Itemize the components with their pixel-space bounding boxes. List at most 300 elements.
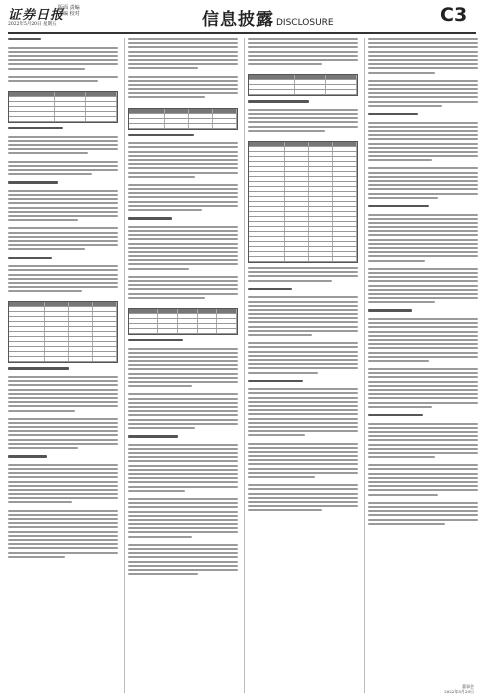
text-line xyxy=(8,556,65,558)
text-line xyxy=(8,290,82,292)
text-line xyxy=(128,67,198,69)
text-line xyxy=(248,472,358,474)
text-line xyxy=(128,163,238,165)
text-line xyxy=(128,552,238,554)
text-line xyxy=(368,176,478,178)
text-line xyxy=(248,296,358,298)
text-line xyxy=(128,356,238,358)
text-line xyxy=(248,413,358,415)
text-line xyxy=(368,151,478,153)
text-line xyxy=(248,55,358,57)
text-line xyxy=(8,397,118,399)
text-line xyxy=(128,427,195,429)
text-line xyxy=(368,126,478,128)
text-line xyxy=(8,522,118,524)
text-line xyxy=(8,439,118,441)
text-line xyxy=(368,96,478,98)
text-line xyxy=(128,92,238,94)
text-line xyxy=(128,544,238,546)
text-line xyxy=(128,38,238,40)
text-line xyxy=(248,51,358,53)
text-line xyxy=(8,248,85,250)
text-line xyxy=(128,176,195,178)
text-line xyxy=(368,159,432,161)
text-line xyxy=(368,376,478,378)
text-line xyxy=(128,76,238,78)
text-line xyxy=(368,226,478,228)
text-line xyxy=(128,423,238,425)
text-line xyxy=(368,431,478,433)
text-line xyxy=(248,505,358,507)
text-line xyxy=(368,260,425,262)
text-line xyxy=(128,519,238,521)
column-1 xyxy=(8,38,118,693)
text-line xyxy=(368,92,478,94)
text-line xyxy=(128,414,238,416)
text-line xyxy=(128,339,183,341)
text-line xyxy=(128,255,238,257)
text-line xyxy=(8,227,118,229)
text-line xyxy=(368,293,478,295)
text-line xyxy=(368,368,478,370)
text-line xyxy=(8,481,118,483)
text-line xyxy=(128,230,238,232)
text-line xyxy=(248,463,358,465)
text-line xyxy=(368,55,478,57)
text-line xyxy=(248,367,358,369)
text-line xyxy=(8,443,118,445)
text-line xyxy=(128,444,238,446)
text-line xyxy=(8,286,118,288)
text-line xyxy=(248,342,358,344)
text-line xyxy=(8,476,118,478)
text-line xyxy=(8,215,118,217)
text-line xyxy=(8,514,118,516)
text-line xyxy=(368,205,429,207)
text-line xyxy=(128,238,238,240)
text-line xyxy=(128,486,238,488)
text-line xyxy=(248,418,358,420)
text-line xyxy=(8,140,118,142)
text-line xyxy=(368,42,478,44)
text-line xyxy=(248,109,358,111)
text-line xyxy=(8,518,118,520)
text-line xyxy=(368,105,442,107)
text-line xyxy=(128,490,185,492)
text-line xyxy=(8,202,118,204)
text-line xyxy=(128,196,238,198)
text-line xyxy=(8,501,72,503)
data-table xyxy=(8,301,118,363)
text-line xyxy=(368,406,432,408)
text-line xyxy=(8,547,118,549)
text-line xyxy=(248,426,358,428)
text-line xyxy=(8,447,78,449)
text-line xyxy=(8,194,118,196)
text-line xyxy=(128,134,194,136)
table-row xyxy=(129,124,237,129)
text-line xyxy=(128,348,238,350)
column-divider xyxy=(124,38,125,693)
text-line xyxy=(248,359,358,361)
text-line xyxy=(8,401,118,403)
text-line xyxy=(368,343,478,345)
text-line xyxy=(368,285,478,287)
text-line xyxy=(368,519,478,521)
text-line xyxy=(248,388,358,390)
text-line xyxy=(128,80,238,82)
text-line xyxy=(8,543,118,545)
text-line xyxy=(128,393,238,395)
text-line xyxy=(368,381,478,383)
text-line xyxy=(128,469,238,471)
text-line xyxy=(248,459,358,461)
text-line xyxy=(368,494,438,496)
text-line xyxy=(128,96,205,98)
text-line xyxy=(368,51,478,53)
text-line xyxy=(368,331,478,333)
text-line xyxy=(8,148,118,150)
text-line xyxy=(368,389,478,391)
text-line xyxy=(128,448,238,450)
text-line xyxy=(368,184,478,186)
text-line xyxy=(8,236,118,238)
text-line xyxy=(8,76,118,78)
text-line xyxy=(128,188,238,190)
text-line xyxy=(368,180,478,182)
text-line xyxy=(368,113,418,115)
text-line xyxy=(368,230,478,232)
text-line xyxy=(248,313,358,315)
text-line xyxy=(368,444,478,446)
text-line xyxy=(128,406,238,408)
text-line xyxy=(368,289,478,291)
text-line xyxy=(368,514,478,516)
text-line xyxy=(368,335,478,337)
text-line xyxy=(128,565,238,567)
text-line xyxy=(368,385,478,387)
data-table xyxy=(248,74,358,96)
text-line xyxy=(248,46,358,48)
text-line xyxy=(248,443,358,445)
text-line xyxy=(368,255,478,257)
text-line xyxy=(248,301,358,303)
page-header xyxy=(0,0,484,40)
text-line xyxy=(8,410,75,412)
text-line xyxy=(8,265,118,267)
text-line xyxy=(368,448,478,450)
text-line xyxy=(8,393,118,395)
text-line xyxy=(128,155,238,157)
text-line xyxy=(248,493,358,495)
text-line xyxy=(8,181,58,183)
text-line xyxy=(368,352,478,354)
section-title-en: DISCLOSURE xyxy=(276,18,334,28)
text-line xyxy=(368,38,478,40)
text-line xyxy=(368,243,478,245)
text-line xyxy=(128,460,238,462)
text-line xyxy=(368,397,478,399)
text-line xyxy=(8,472,118,474)
text-line xyxy=(368,272,478,274)
text-line xyxy=(368,276,478,278)
text-line xyxy=(368,143,478,145)
text-line xyxy=(128,268,189,270)
text-line xyxy=(8,430,118,432)
text-line xyxy=(128,511,238,513)
text-line xyxy=(8,376,118,378)
text-line xyxy=(8,535,118,537)
text-line xyxy=(248,501,358,503)
masthead-logo: 证券日报 xyxy=(8,8,65,23)
text-line xyxy=(128,276,238,278)
text-line xyxy=(128,297,205,299)
text-line xyxy=(248,305,358,307)
text-line xyxy=(368,63,478,65)
text-line xyxy=(128,515,238,517)
text-line xyxy=(368,468,478,470)
text-line xyxy=(248,363,358,365)
page-number: C3 xyxy=(440,4,468,26)
data-table xyxy=(128,308,238,335)
text-line xyxy=(8,269,118,271)
text-line xyxy=(248,447,358,449)
text-line xyxy=(128,263,238,265)
text-line xyxy=(128,364,238,366)
text-line xyxy=(128,360,238,362)
text-line xyxy=(8,468,118,470)
text-line xyxy=(128,167,238,169)
text-line xyxy=(368,473,478,475)
text-line xyxy=(368,101,478,103)
text-line xyxy=(8,127,63,129)
text-line xyxy=(128,531,238,533)
text-line xyxy=(368,489,478,491)
text-line xyxy=(128,523,238,525)
text-line xyxy=(368,477,478,479)
text-line xyxy=(128,410,238,412)
text-line xyxy=(368,360,429,362)
text-line xyxy=(248,309,358,311)
text-line xyxy=(128,59,238,61)
text-line xyxy=(368,222,478,224)
text-line xyxy=(368,423,478,425)
text-line xyxy=(8,384,118,386)
text-line xyxy=(8,47,118,49)
text-line xyxy=(128,561,238,563)
text-line xyxy=(8,485,118,487)
text-line xyxy=(248,346,358,348)
column-divider xyxy=(364,38,365,693)
text-line xyxy=(368,84,478,86)
text-line xyxy=(8,464,118,466)
text-line xyxy=(248,59,358,61)
text-line xyxy=(128,502,238,504)
text-line xyxy=(368,309,412,311)
text-line xyxy=(128,548,238,550)
text-line xyxy=(8,207,118,209)
text-line xyxy=(128,46,238,48)
text-line xyxy=(8,367,69,369)
text-line xyxy=(368,88,478,90)
text-line xyxy=(128,259,238,261)
table-row xyxy=(9,117,117,122)
text-line xyxy=(368,485,478,487)
text-line xyxy=(8,232,118,234)
text-line xyxy=(8,240,118,242)
text-line xyxy=(248,126,358,128)
text-line xyxy=(8,169,118,171)
text-line xyxy=(128,377,238,379)
text-line xyxy=(8,63,118,65)
text-line xyxy=(368,414,423,416)
text-line xyxy=(248,430,358,432)
text-line xyxy=(368,502,478,504)
text-line xyxy=(8,198,118,200)
text-line xyxy=(8,278,118,280)
text-line xyxy=(128,201,238,203)
text-line xyxy=(8,531,118,533)
text-line xyxy=(128,146,238,148)
text-line xyxy=(128,159,238,161)
text-line xyxy=(368,452,478,454)
text-line xyxy=(368,197,438,199)
text-line xyxy=(8,152,88,154)
text-line xyxy=(8,80,98,82)
data-table xyxy=(128,108,238,130)
text-line xyxy=(368,372,478,374)
text-line xyxy=(128,84,238,86)
text-line xyxy=(248,351,358,353)
text-line xyxy=(248,288,292,290)
text-line xyxy=(8,380,118,382)
text-line xyxy=(8,161,118,163)
text-line xyxy=(368,439,478,441)
text-line xyxy=(368,347,478,349)
text-line xyxy=(8,434,118,436)
text-line xyxy=(368,218,478,220)
text-line xyxy=(368,67,478,69)
text-line xyxy=(248,397,358,399)
text-line xyxy=(8,526,118,528)
text-line xyxy=(8,426,118,428)
text-line xyxy=(368,435,478,437)
text-line xyxy=(368,188,478,190)
table-row xyxy=(9,357,117,362)
text-line xyxy=(368,464,478,466)
text-line xyxy=(128,42,238,44)
text-line xyxy=(128,151,238,153)
text-line xyxy=(368,167,478,169)
text-line xyxy=(128,373,238,375)
text-line xyxy=(128,569,238,571)
text-line xyxy=(248,484,358,486)
text-line xyxy=(248,468,358,470)
text-line xyxy=(248,63,322,65)
text-line xyxy=(128,142,238,144)
text-line xyxy=(368,234,478,236)
text-line xyxy=(128,293,238,295)
text-line xyxy=(128,402,238,404)
text-line xyxy=(248,455,358,457)
text-line xyxy=(128,506,238,508)
text-line xyxy=(368,247,478,249)
text-line xyxy=(128,234,238,236)
text-line xyxy=(368,138,478,140)
text-line xyxy=(128,243,238,245)
column-3 xyxy=(248,38,358,693)
text-line xyxy=(8,211,118,213)
text-line xyxy=(8,244,118,246)
text-line xyxy=(8,510,118,512)
text-line xyxy=(128,352,238,354)
text-line xyxy=(368,318,478,320)
text-line xyxy=(8,219,78,221)
text-line xyxy=(128,247,238,249)
text-line xyxy=(8,59,118,61)
text-line xyxy=(8,455,47,457)
text-line xyxy=(248,271,358,273)
text-line xyxy=(368,134,478,136)
text-line xyxy=(368,59,478,61)
text-line xyxy=(248,317,358,319)
text-line xyxy=(128,172,238,174)
text-line xyxy=(128,527,238,529)
text-line xyxy=(8,552,118,554)
text-line xyxy=(368,130,478,132)
text-line xyxy=(8,55,118,57)
data-table xyxy=(8,91,118,123)
text-line xyxy=(368,72,435,74)
text-line xyxy=(248,267,358,269)
header-rule xyxy=(8,32,476,34)
text-line xyxy=(8,389,118,391)
text-line xyxy=(368,297,478,299)
table-row xyxy=(249,257,357,262)
table-row xyxy=(129,329,237,334)
text-line xyxy=(8,257,52,259)
text-line xyxy=(368,214,478,216)
text-line xyxy=(248,355,358,357)
text-line xyxy=(368,301,435,303)
text-line xyxy=(248,372,318,374)
text-line xyxy=(128,88,238,90)
text-line xyxy=(248,380,303,382)
text-line xyxy=(8,136,118,138)
text-line xyxy=(8,489,118,491)
text-line xyxy=(368,251,478,253)
text-line xyxy=(248,401,358,403)
text-line xyxy=(248,38,358,40)
text-line xyxy=(248,488,358,490)
text-line xyxy=(368,80,478,82)
text-line xyxy=(368,427,478,429)
text-line xyxy=(248,476,315,478)
text-line xyxy=(128,209,202,211)
text-line xyxy=(368,356,478,358)
text-line xyxy=(128,452,238,454)
edition-info: 版面 责编 美编 校对 xyxy=(58,5,80,17)
text-line xyxy=(128,456,238,458)
text-line xyxy=(368,523,445,525)
text-line xyxy=(248,275,358,277)
text-line xyxy=(368,280,478,282)
text-line xyxy=(128,55,238,57)
data-table xyxy=(248,141,358,263)
text-line xyxy=(8,418,118,420)
text-line xyxy=(248,405,358,407)
text-line xyxy=(368,393,478,395)
